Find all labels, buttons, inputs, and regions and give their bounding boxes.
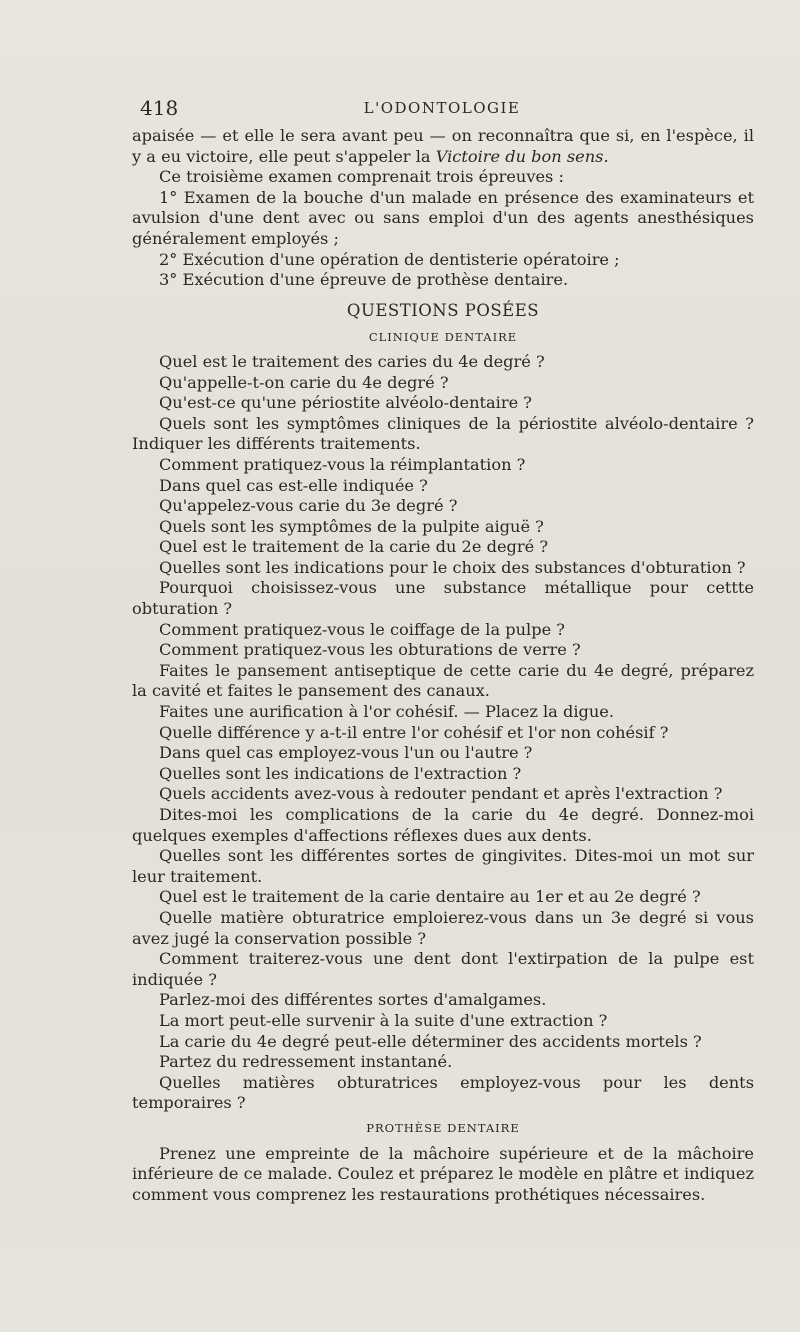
section-title: QUESTIONS POSÉES	[346, 300, 540, 320]
clinique-question: Quel est le traitement de la carie du 2e degré ?	[159, 537, 549, 557]
clinique-question: Quelles matières obturatrices employez-vous pour les dents temporaires ?	[132, 1072, 754, 1113]
clinique-question: Qu'est-ce qu'une périostite alvéolo-dentaire ?	[159, 393, 532, 413]
clinique-question: Dans quel cas employez-vous l'un ou l'autre ?	[159, 743, 533, 763]
prothese-heading: PROTHÈSE DENTAIRE	[366, 1120, 520, 1135]
clinique-question: Comment pratiquez-vous la réimplantation ?	[159, 454, 526, 474]
clinique-heading: CLINIQUE DENTAIRE	[368, 330, 518, 345]
clinique-question: Quelle différence y a-t-il entre l'or cohésif et l'or non cohésif ?	[159, 722, 669, 742]
continuation-text: apaisée — et elle le sera avant peu — on reconnaîtra que si, en l'espèce, il y a eu victoire, elle peut s'appeler la	[132, 126, 754, 166]
clinique-question: Quels sont les symptômes de la pulpite aiguë ?	[159, 516, 544, 536]
epreuve-3: 3° Exécution d'une épreuve de prothèse dentaire.	[159, 270, 569, 290]
epreuve-1: 1° Examen de la bouche d'un malade en présence des examinateurs et avulsion d'une dent avec ou sans emploi d'un des agents anesthésiques généralement employés ;	[132, 187, 754, 248]
exam-intro: Ce troisième examen comprenait trois épreuves :	[159, 167, 564, 187]
clinique-question: Dans quel cas est-elle indiquée ?	[159, 475, 428, 495]
clinique-question: Faites une aurification à l'or cohésif. — Placez la digue.	[159, 702, 615, 722]
clinique-question: Comment traiterez-vous une dent dont l'extirpation de la pulpe est indiquée ?	[132, 949, 754, 989]
clinique-question: Quel est le traitement de la carie dentaire au 1er et au 2e degré ?	[159, 887, 701, 907]
clinique-question: Comment pratiquez-vous le coiffage de la pulpe ?	[159, 619, 565, 639]
clinique-question: Quel est le traitement des caries du 4e degré ?	[159, 351, 545, 371]
prothese-text: Prenez une empreinte de la mâchoire supérieure et de la mâchoire inférieure de ce malade. Coulez et préparez le modèle en plâtre et indiquez comment vous comprenez les restaurations prothétiques nécessaires.	[132, 1143, 754, 1204]
running-title: L'ODONTOLOGIE	[363, 99, 521, 117]
clinique-question: Dites-moi les complications de la carie du 4e degré. Donnez-moi quelques exemples d'affections réflexes dues aux dents.	[132, 805, 754, 845]
page-body	[132, 126, 754, 1205]
page-number: 418	[140, 96, 179, 120]
clinique-question: Quels sont les symptômes cliniques de la périostite alvéolo-dentaire ? Indiquer les différents traitements.	[132, 413, 754, 454]
page-header	[132, 96, 752, 120]
continuation-paragraph	[132, 126, 754, 167]
clinique-question: Quelles sont les différentes sortes de gingivites. Dites-moi un mot sur leur traitement.	[132, 846, 754, 886]
clinique-question: Quelles sont les indications de l'extraction ?	[159, 763, 522, 783]
epreuve-2: 2° Exécution d'une opération de dentisterie opératoire ;	[159, 249, 620, 269]
clinique-question: Quelle matière obturatrice emploierez-vous dans un 3e degré si vous avez jugé la conservation possible ?	[132, 907, 754, 948]
clinique-question: Partez du redressement instantané.	[159, 1052, 453, 1072]
clinique-question: Faites le pansement antiseptique de cette carie du 4e degré, préparez la cavité et faites le pansement des canaux.	[132, 660, 754, 701]
continuation-italic: Victoire du bon sens.	[435, 146, 609, 166]
clinique-question: Pourquoi choisissez-vous une substance métallique pour cettte obturation ?	[132, 578, 754, 619]
clinique-question: La mort peut-elle survenir à la suite d'une extraction ?	[159, 1010, 608, 1030]
clinique-question: Quels accidents avez-vous à redouter pendant et après l'extraction ?	[159, 784, 723, 804]
clinique-question-list	[132, 352, 754, 1114]
clinique-question: Parlez-moi des différentes sortes d'amalgames.	[159, 990, 547, 1010]
clinique-question: Quelles sont les indications pour le choix des substances d'obturation ?	[159, 557, 746, 577]
clinique-question: La carie du 4e degré peut-elle déterminer des accidents mortels ?	[159, 1031, 702, 1051]
clinique-question: Qu'appelez-vous carie du 3e degré ?	[159, 496, 458, 516]
clinique-question: Qu'appelle-t-on carie du 4e degré ?	[159, 372, 449, 392]
clinique-question: Comment pratiquez-vous les obturations de verre ?	[159, 640, 581, 660]
